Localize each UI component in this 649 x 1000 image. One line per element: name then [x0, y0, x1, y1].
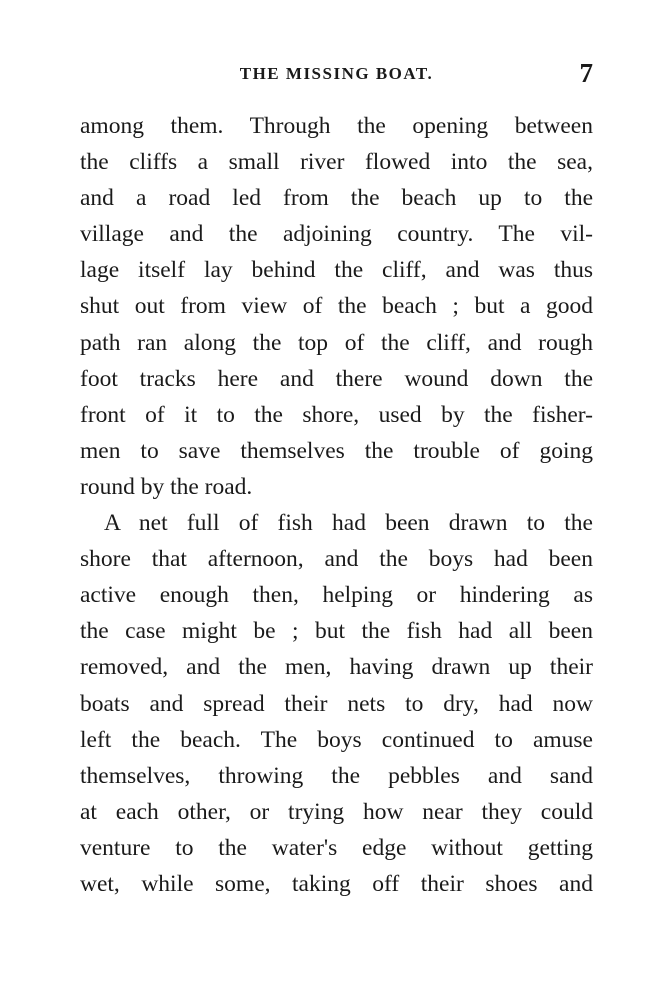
- text-line: front of it to the shore, used by the fisher-: [80, 401, 593, 428]
- text-line: active enough then, helping or hindering as: [80, 582, 593, 609]
- paragraph-2: [80, 505, 593, 902]
- text-line: men to save themselves the trouble of going: [80, 437, 593, 464]
- running-title: THE MISSING BOAT.: [239, 64, 434, 83]
- text-line: wet, while some, taking off their shoes and: [80, 870, 593, 897]
- text-line: village and the adjoining country. The vil-: [80, 221, 593, 248]
- body-text: [80, 108, 593, 902]
- text-line: lage itself lay behind the cliff, and was thus: [80, 257, 593, 284]
- text-line: path ran along the top of the cliff, and rough: [80, 329, 593, 356]
- text-line: venture to the water's edge without getting: [80, 834, 593, 861]
- text-line: at each other, or trying how near they could: [80, 798, 593, 825]
- text-line: removed, and the men, having drawn up their: [80, 654, 593, 681]
- text-line: shore that afternoon, and the boys had been: [80, 546, 593, 573]
- text-line: shut out from view of the beach ; but a good: [80, 293, 593, 320]
- text-line: the case might be ; but the fish had all been: [80, 618, 593, 645]
- paragraph-1: [80, 108, 593, 505]
- page-number: 7: [579, 58, 593, 88]
- text-line: the cliffs a small river flowed into the sea,: [80, 149, 593, 176]
- text-line: among them. Through the opening between: [80, 113, 593, 139]
- text-line: round by the road.: [80, 473, 253, 500]
- running-head: [80, 58, 593, 92]
- text-line: themselves, throwing the pebbles and sand: [80, 762, 593, 789]
- text-line: boats and spread their nets to dry, had now: [80, 690, 593, 717]
- text-line: and a road led from the beach up to the: [80, 185, 593, 212]
- text-line: left the beach. The boys continued to amuse: [80, 726, 593, 753]
- text-line: A net full of fish had been drawn to the: [104, 510, 593, 537]
- text-line: foot tracks here and there wound down the: [80, 365, 593, 392]
